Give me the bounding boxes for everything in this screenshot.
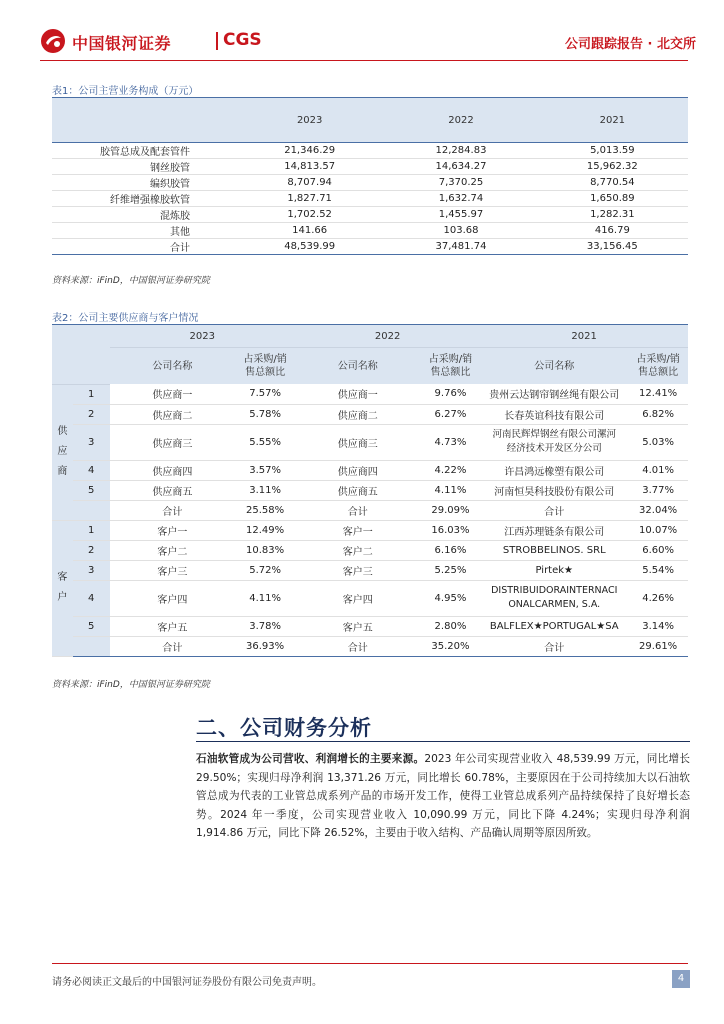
row-value: 15,962.32 — [586, 161, 638, 172]
company-name: 客户二 — [295, 540, 421, 560]
page-header — [40, 26, 696, 58]
total-label: 合计 — [295, 500, 421, 520]
share-value: 5.72% — [235, 560, 295, 580]
row-value: 48,539.99 — [284, 241, 336, 252]
share-value: 4.01% — [628, 460, 688, 480]
company-name: 客户五 — [110, 616, 236, 636]
company-name: 供应商三 — [110, 424, 236, 460]
table-row — [52, 207, 688, 223]
group-label-char: 应 — [57, 446, 68, 457]
share-value: 7.57% — [235, 384, 295, 404]
section-title: 二、公司财务分析 — [196, 716, 372, 740]
company-name: BALFLEX★PORTUGAL★SA — [480, 616, 628, 636]
company-name: 供应商五 — [110, 480, 236, 500]
table-row — [52, 520, 688, 540]
table2-year-header: 2021 — [480, 325, 688, 348]
footer-disclaimer: 请务必阅读正文最后的中国银河证券股份有限公司免责声明。 — [52, 977, 322, 988]
row-value: 1,702.52 — [287, 209, 332, 220]
share-value: 16.03% — [421, 520, 481, 540]
company-name: 供应商二 — [110, 404, 236, 424]
company-name: 供应商四 — [295, 460, 421, 480]
row-value: 1,282.31 — [590, 209, 635, 220]
share-value: 3.78% — [235, 616, 295, 636]
share-value: 9.76% — [421, 384, 481, 404]
row-index — [73, 500, 110, 520]
group-label-char: 户 — [57, 592, 68, 603]
company-name: 客户四 — [295, 580, 421, 616]
table-row — [52, 223, 688, 239]
row-value: 7,370.25 — [438, 177, 484, 188]
share-value: 3.14% — [628, 616, 688, 636]
total-value: 35.20% — [421, 636, 481, 656]
section-divider — [196, 741, 690, 742]
row-index: 1 — [73, 520, 110, 540]
row-label: 其他 — [170, 227, 190, 238]
row-value: 21,346.29 — [284, 145, 336, 156]
total-label: 合计 — [295, 636, 421, 656]
row-index: 3 — [73, 560, 110, 580]
share-value: 4.26% — [628, 580, 688, 616]
share-value: 4.95% — [421, 580, 481, 616]
supplier-customer-table — [52, 324, 688, 657]
row-value: 5,013.59 — [590, 145, 635, 156]
row-value: 1,455.97 — [438, 209, 484, 220]
row-value: 12,284.83 — [435, 145, 487, 156]
paragraph-lead: 石油软管成为公司营收、利润增长的主要来源。 — [196, 753, 425, 765]
share-value: 12.41% — [628, 384, 688, 404]
row-value: 1,650.89 — [590, 193, 635, 204]
table2-caption: 表2：公司主要供应商与客户情况 — [52, 313, 199, 324]
row-value: 416.79 — [594, 225, 630, 236]
footer-divider — [52, 963, 688, 964]
table-row — [52, 143, 688, 159]
share-value: 3.57% — [235, 460, 295, 480]
table-row — [52, 175, 688, 191]
total-value: 25.58% — [235, 500, 295, 520]
col-share: 占采购/销 售总额比 — [421, 348, 481, 385]
row-index: 2 — [73, 404, 110, 424]
company-name: 供应商三 — [295, 424, 421, 460]
row-index: 2 — [73, 540, 110, 560]
share-value: 3.11% — [235, 480, 295, 500]
row-index: 4 — [73, 460, 110, 480]
share-value: 6.16% — [421, 540, 481, 560]
table1-year-header: 2022 — [385, 98, 536, 143]
table-row — [52, 616, 688, 636]
row-index: 5 — [73, 480, 110, 500]
share-value: 4.73% — [421, 424, 481, 460]
table-row — [52, 580, 688, 616]
row-index: 4 — [73, 580, 110, 616]
company-name: 客户二 — [110, 540, 236, 560]
share-value: 6.60% — [628, 540, 688, 560]
group-label-char: 商 — [57, 466, 68, 477]
report-type: 公司跟踪报告 · 北交所 — [565, 37, 696, 52]
table2-source: 资料来源：iFinD，中国银河证券研究院 — [52, 680, 210, 690]
paragraph-body: 2023 年公司实现营业收入 48,539.99 万元，同比增长 29.50%；实现归母净利润 13,371.26 万元，同比增长 60.78%，主要原因在于公司持续加大以石油软管总成为代表的工业管总成系列产品的市场开发工作，使得工业管总成系列产品持续保持了良好增长态势。2024 年一季度，公司实现营业收入 10,090.99 万元，同比下降 4.24%；实现归母净利润 1,914.86 万元，同比下降 26.52%，主要由于收入结构、产品确认周期等原因所致。 — [196, 753, 690, 839]
section-paragraph — [196, 750, 690, 843]
total-label: 合计 — [480, 636, 628, 656]
row-value: 141.66 — [292, 225, 328, 236]
cgs-logo-icon — [40, 28, 66, 54]
total-label: 合计 — [110, 500, 236, 520]
table-row — [52, 560, 688, 580]
row-label: 合计 — [170, 243, 190, 254]
table2-corner — [52, 325, 110, 385]
row-value: 8,707.94 — [287, 177, 332, 188]
logo-separator — [216, 32, 218, 50]
company-name: 供应商四 — [110, 460, 236, 480]
table2-year-header: 2023 — [110, 325, 295, 348]
row-value: 14,634.27 — [435, 161, 487, 172]
total-label: 合计 — [110, 636, 236, 656]
row-index — [73, 636, 110, 656]
table-row — [52, 384, 688, 404]
row-label: 纤维增强橡胶软管 — [110, 195, 190, 206]
share-value: 3.77% — [628, 480, 688, 500]
row-value: 1,632.74 — [438, 193, 484, 204]
total-row — [52, 636, 688, 656]
company-name: DISTRIBUIDORAINTERNACI ONALCARMEN, S.A. — [480, 580, 628, 616]
page-number: 4 — [672, 970, 690, 988]
total-value: 29.09% — [421, 500, 481, 520]
group-label-char: 客 — [57, 572, 68, 583]
col-share: 占采购/销 售总额比 — [628, 348, 688, 385]
row-index: 5 — [73, 616, 110, 636]
header-divider — [40, 60, 688, 61]
logo-text: 中国银河证券 — [72, 34, 172, 53]
row-value: 1,827.71 — [287, 193, 332, 204]
col-company-name: 公司名称 — [110, 348, 236, 385]
table-row — [52, 404, 688, 424]
col-company-name: 公司名称 — [480, 348, 628, 385]
table-row — [52, 191, 688, 207]
company-name: 客户五 — [295, 616, 421, 636]
company-name: 客户四 — [110, 580, 236, 616]
company-name: 供应商五 — [295, 480, 421, 500]
company-name: 供应商一 — [110, 384, 236, 404]
row-label: 钢丝胶管 — [150, 163, 190, 174]
total-row — [52, 500, 688, 520]
company-name: 客户三 — [110, 560, 236, 580]
share-value: 5.54% — [628, 560, 688, 580]
total-value: 29.61% — [628, 636, 688, 656]
row-value: 37,481.74 — [435, 241, 487, 252]
share-value: 5.55% — [235, 424, 295, 460]
share-value: 10.07% — [628, 520, 688, 540]
row-value: 14,813.57 — [284, 161, 336, 172]
share-value: 5.78% — [235, 404, 295, 424]
share-value: 5.25% — [421, 560, 481, 580]
company-name: 客户一 — [110, 520, 236, 540]
table1-caption: 表1：公司主营业务构成（万元） — [52, 86, 199, 97]
table1-corner — [52, 98, 234, 143]
row-value: 103.68 — [443, 225, 479, 236]
total-value: 36.93% — [235, 636, 295, 656]
company-name: 许昌鸿远橡塑有限公司 — [480, 460, 628, 480]
row-label: 混炼胶 — [160, 211, 190, 222]
table-row — [52, 460, 688, 480]
company-name: Pirtek★ — [480, 560, 628, 580]
col-share: 占采购/销 售总额比 — [235, 348, 295, 385]
company-name: STROBBELINOS. SRL — [480, 540, 628, 560]
total-value: 32.04% — [628, 500, 688, 520]
row-index: 1 — [73, 384, 110, 404]
row-value: 8,770.54 — [590, 177, 635, 188]
share-value: 4.11% — [235, 580, 295, 616]
group-label — [52, 384, 73, 520]
table1-source: 资料来源：iFinD，中国银河证券研究院 — [52, 276, 210, 286]
company-name: 供应商二 — [295, 404, 421, 424]
table2-year-header: 2022 — [295, 325, 480, 348]
company-name: 江西苏理链条有限公司 — [480, 520, 628, 540]
total-label: 合计 — [480, 500, 628, 520]
company-name: 贵州云达钢帘钢丝绳有限公司 — [480, 384, 628, 404]
logo-en: CGS — [223, 30, 262, 50]
table1-year-header: 2023 — [234, 98, 385, 143]
share-value: 6.82% — [628, 404, 688, 424]
table1-year-header: 2021 — [537, 98, 688, 143]
row-index: 3 — [73, 424, 110, 460]
table-row — [52, 239, 688, 255]
col-company-name: 公司名称 — [295, 348, 421, 385]
share-value: 6.27% — [421, 404, 481, 424]
group-label-char: 供 — [57, 426, 68, 437]
company-name: 供应商一 — [295, 384, 421, 404]
share-value: 4.22% — [421, 460, 481, 480]
table-row — [52, 159, 688, 175]
share-value: 10.83% — [235, 540, 295, 560]
row-value: 33,156.45 — [586, 241, 638, 252]
share-value: 4.11% — [421, 480, 481, 500]
share-value: 12.49% — [235, 520, 295, 540]
company-name: 客户一 — [295, 520, 421, 540]
table-row — [52, 540, 688, 560]
company-name: 河南恒昊科技股份有限公司 — [480, 480, 628, 500]
company-name: 河南民辉焊钢丝有限公司漯河 经济技术开发区分公司 — [480, 424, 628, 460]
share-value: 5.03% — [628, 424, 688, 460]
company-name: 长春英谊科技有限公司 — [480, 404, 628, 424]
table-row — [52, 480, 688, 500]
table-row — [52, 424, 688, 460]
share-value: 2.80% — [421, 616, 481, 636]
main-business-table — [52, 97, 688, 255]
group-label — [52, 520, 73, 656]
row-label: 胶管总成及配套管件 — [100, 147, 190, 158]
company-name: 客户三 — [295, 560, 421, 580]
row-label: 编织胶管 — [150, 179, 190, 190]
